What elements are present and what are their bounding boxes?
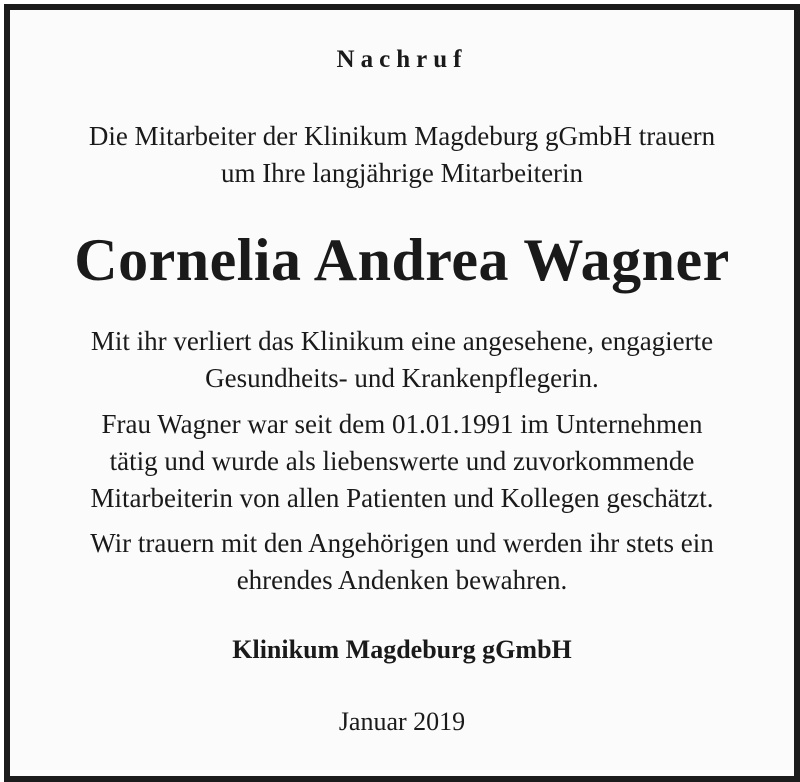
notice-heading: Nachruf [336,46,468,73]
paragraph-line: tätig und wurde als liebenswerte und zuvorkommende [109,446,695,476]
paragraph-line: Mitarbeiterin von allen Patienten und Kollegen geschätzt. [90,483,714,513]
intro-text [10,118,794,192]
intro-line: um Ihre langjährige Mitarbeiterin [220,158,584,188]
obituary-notice [4,4,800,782]
paragraph-line: Frau Wagner war seit dem 01.01.1991 im Unternehmen [101,409,703,439]
paragraph-line: ehrendes Andenken bewahren. [236,565,568,595]
paragraph-line: Gesundheits- und Krankenpflegerin. [205,363,599,393]
paragraph-line: Mit ihr verliert das Klinikum eine angesehene, engagierte [90,326,714,356]
paragraph-line: Wir trauern mit den Angehörigen und werden ihr stets ein [90,528,714,558]
intro-line: Die Mitarbeiter der Klinikum Magdeburg gGmbH trauern [88,121,716,151]
deceased-name: Cornelia Andrea Wagner [74,227,730,293]
paragraph-3 [10,525,794,599]
signature: Klinikum Magdeburg gGmbH [232,635,572,664]
notice-date: Januar 2019 [338,707,466,736]
paragraph-2 [10,406,794,517]
paragraph-1 [10,323,794,397]
